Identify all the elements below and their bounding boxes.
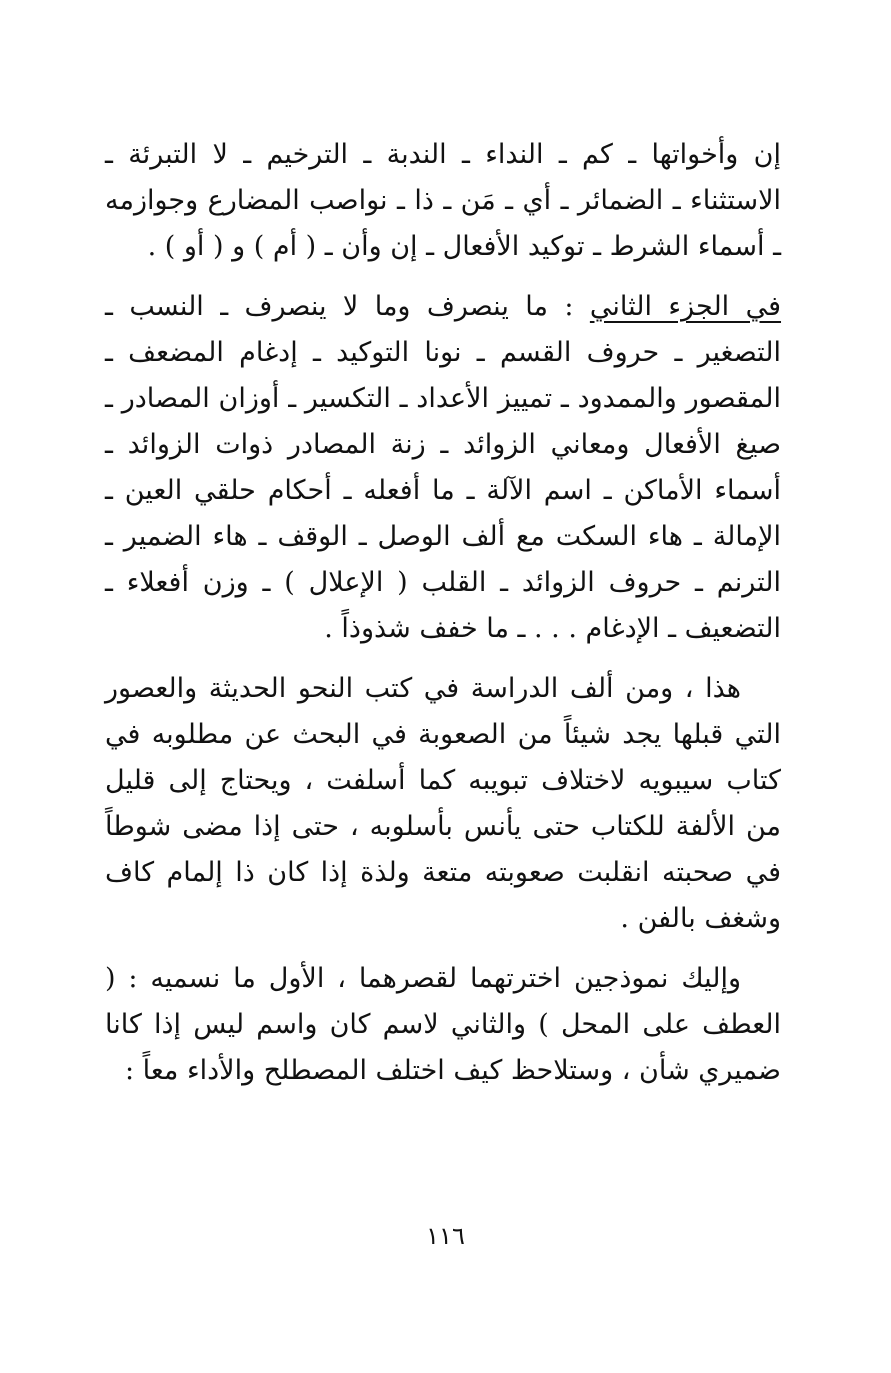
paragraph-1	[105, 132, 781, 270]
part-two-heading: في الجزء الثاني	[589, 291, 782, 322]
page-number: ١١٦	[426, 1222, 465, 1250]
paragraph-3-text: هذا ، ومن ألف الدراسة في كتب النحو الحديثة والعصور التي قبلها يجد شيئاً من الصعوبة في البحث عن مطلوبه في كتاب سيبويه لاختلاف تبويبه كما أسلفت ، ويحتاج إلى قليل من الألفة للكتاب حتى يأنس بأسلوبه ، حتى إذا مضى شوطاً في صحبته انقلبت صعوبته متعة ولذة إذا كان ذا إلمام كاف وشغف بالفن .	[105, 673, 781, 934]
paragraph-4-text: وإليك نموذجين اخترتهما لقصرهما ، الأول ما نسميه : ( العطف على المحل ) والثاني لاسم كان واسم ليس إذا كانا ضميري شأن ، وستلاحظ كيف اختلف المصطلح والأداء معاً :	[105, 963, 781, 1086]
paragraph-2	[105, 284, 781, 652]
paragraph-4	[105, 956, 781, 1094]
paragraph-1-text: إن وأخواتها ـ كم ـ النداء ـ الندبة ـ الترخيم ـ لا التبرئة ـ الاستثناء ـ الضمائر ـ أي ـ مَن ـ ذا ـ نواصب المضارع وجوازمه ـ أسماء الشرط ـ توكيد الأفعال ـ إن وأن ـ ( أم ) و ( أو ) .	[105, 139, 781, 262]
page-body	[105, 132, 781, 1094]
paragraph-2-text: : ما ينصرف وما لا ينصرف ـ النسب ـ التصغير ـ حروف القسم ـ نونا التوكيد ـ إدغام المضعف ـ المقصور والممدود ـ تمييز الأعداد ـ التكسير ـ أوزان المصادر ـ صيغ الأفعال ومعاني الزوائد ـ زنة المصادر ذوات الزوائد ـ أسماء الأماكن ـ اسم الآلة ـ ما أفعله ـ أحكام حلقي العين ـ الإمالة ـ هاء السكت مع ألف الوصل ـ الوقف ـ هاء الضمير ـ الترنم ـ حروف الزوائد ـ القلب ( الإعلال ) ـ وزن أفعلاء ـ التضعيف ـ الإدغام . . . ـ ما خفف شذوذاً .	[105, 291, 781, 644]
paragraph-3	[105, 666, 781, 942]
